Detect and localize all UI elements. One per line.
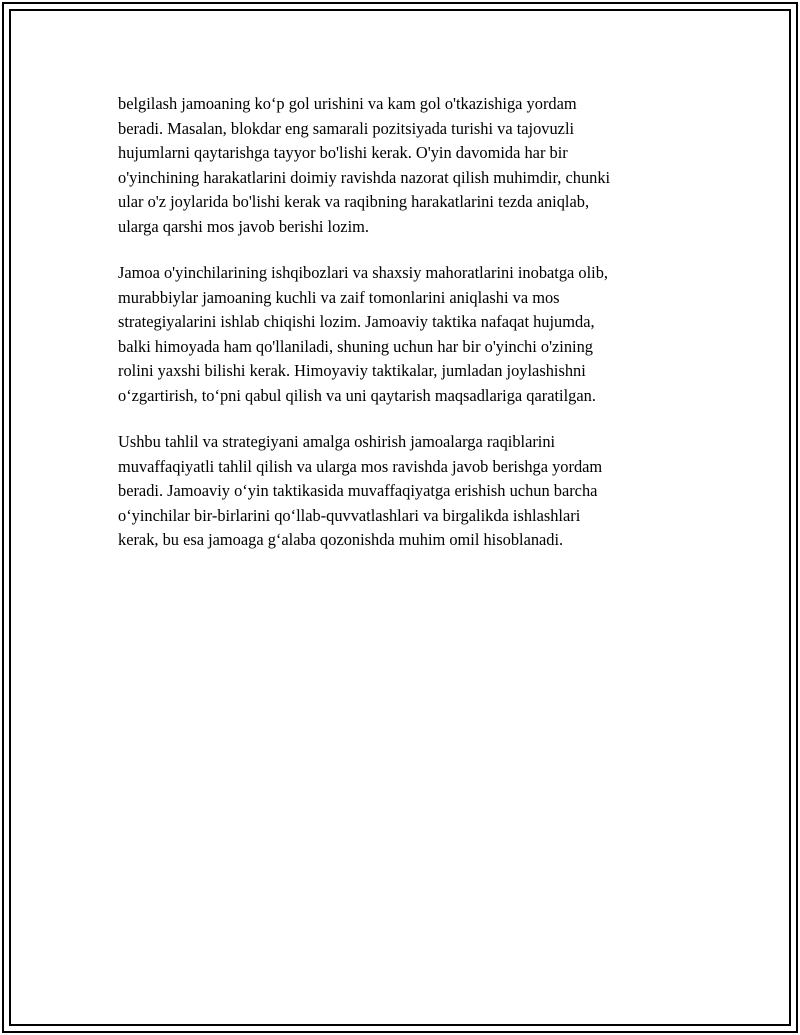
text-line: murabbiylar jamoaning kuchli va zaif tomonlarini aniqlashi va mos (118, 287, 560, 307)
text-line: ularga qarshi mos javob berishi lozim. (118, 216, 369, 236)
text-line: balki himoyada ham qo'llaniladi, shuning uchun har bir o'yinchi o'zining (118, 336, 593, 356)
text-line: beradi. Masalan, blokdar eng samarali pozitsiyada turishi va tajovuzli (118, 118, 575, 138)
text-line: Ushbu tahlil va strategiyani amalga oshirish jamoalarga raqiblarini (118, 432, 556, 451)
document-body (118, 92, 678, 553)
text-line: muvaffaqiyatli tahlil qilish va ularga mos ravishda javob berishga yordam (118, 456, 603, 476)
text-line: o'yinchining harakatlarini doimiy ravishda nazorat qilish muhimdir, chunki (118, 167, 611, 187)
text-line: Jamoa o'yinchilarining ishqibozlari va shaxsiy mahoratlarini inobatga olib, (118, 263, 609, 282)
text-line: kerak, bu esa jamoaga g‘alaba qozonishda muhim omil hisoblanadi. (118, 530, 564, 549)
text-line: hujumlarni qaytarishga tayyor bo'lishi kerak. O'yin davomida har bir (118, 143, 568, 162)
text-line: beradi. Jamoaviy o‘yin taktikasida muvaffaqiyatga erishish uchun barcha (118, 481, 598, 500)
text-line: o‘yinchilar bir-birlarini qo‘llab-quvvatlashlari va birgalikda ishlashlari (118, 505, 581, 525)
paragraph-2 (118, 261, 678, 408)
text-line: belgilash jamoaning ko‘p gol urishini va kam gol o'tkazishiga yordam (118, 94, 577, 113)
paragraph-3 (118, 430, 678, 553)
text-line: rolini yaxshi bilishi kerak. Himoyaviy taktikalar, jumladan joylashishni (118, 361, 586, 380)
paragraph-1 (118, 92, 678, 239)
text-line: o‘zgartirish, to‘pni qabul qilish va uni qaytarish maqsadlariga qaratilgan. (118, 385, 596, 405)
text-line: strategiyalarini ishlab chiqishi lozim. Jamoaviy taktika nafaqat hujumda, (118, 312, 595, 331)
text-line: ular o'z joylarida bo'lishi kerak va raqibning harakatlarini tezda aniqlab, (118, 192, 590, 211)
